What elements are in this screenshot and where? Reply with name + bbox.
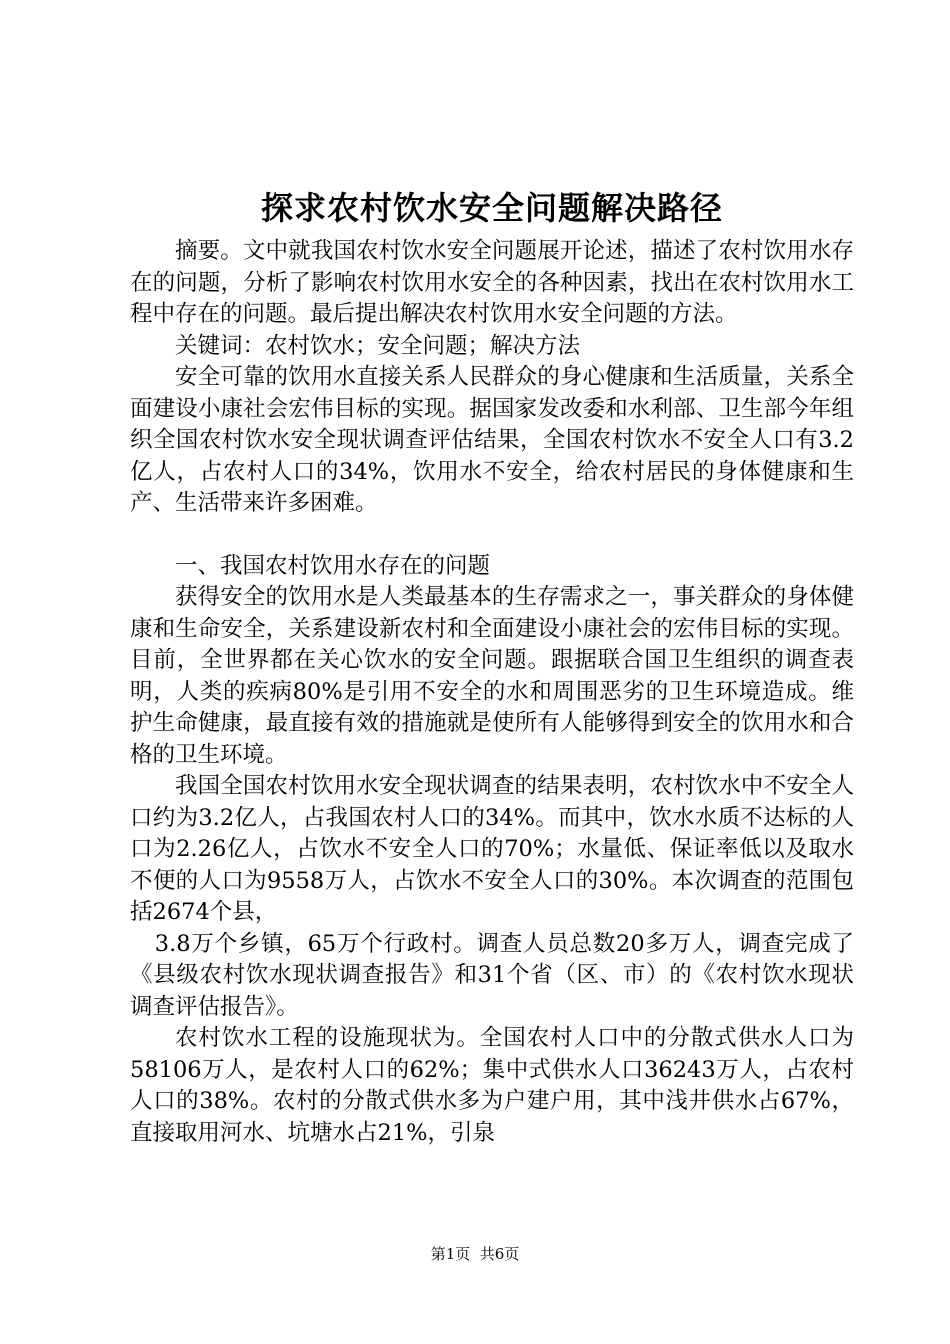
page-number-label: 第1页 共6页 xyxy=(430,1245,520,1263)
body-paragraph: 农村饮水工程的设施现状为。全国农村人口中的分散式供水人口为58106万人，是农村人口的62%；集中式供水人口36243万人，占农村人口的38%。农村的分散式供水多为户建户用，其中浅井供水占67%，直接取用河水、坑塘水占21%，引泉 xyxy=(130,1025,854,1146)
body-paragraph: 获得安全的饮用水是人类最基本的生存需求之一，事关群众的身体健康和生命安全，关系建设新农村和全面建设小康社会的宏伟目标的实现。目前，全世界都在关心饮水的安全问题。跟据联合国卫生组织的调查表明，人类的疾病80%是引用不安全的水和周围恶劣的卫生环境造成。维护生命健康，最直接有效的措施就是使所有人能够得到安全的饮用水和合格的卫生环境。 xyxy=(130,584,854,768)
section-heading-1: 一、我国农村饮用水存在的问题 xyxy=(175,552,491,579)
body-paragraph-continuation: 3.8万个乡镇，65万个行政村。调查人员总数20多万人，调查完成了《县级农村饮水现状调查报告》和31个省（区、市）的《农村饮水现状调查评估报告》。 xyxy=(130,930,854,1020)
keywords-paragraph: 关键词：农村饮水；安全问题；解决方法 xyxy=(175,332,581,359)
document-body xyxy=(130,236,854,1149)
document-title: 探求农村饮水安全问题解决路径 xyxy=(260,189,723,227)
abstract-paragraph: 摘要。文中就我国农村饮水安全问题展开论述，描述了农村饮用水存在的问题，分析了影响农村饮用水安全的各种因素，找出在农村饮用水工程中存在的问题。最后提出解决农村饮用水安全问题的方法。 xyxy=(130,238,854,327)
body-paragraph: 我国全国农村饮用水安全现状调查的结果表明，农村饮水中不安全人口约为3.2亿人，占我国农村人口的34%。而其中，饮水水质不达标的人口为2.26亿人，占饮水不安全人口的70%；水量低、保证率低以及取水不便的人口为9558万人，占饮水不安全人口的30%。本次调查的范围包括2674个县， xyxy=(130,773,854,925)
document-page xyxy=(130,0,854,1344)
intro-paragraph: 安全可靠的饮用水直接关系人民群众的身心健康和生活质量，关系全面建设小康社会宏伟目标的实现。据国家发改委和水利部、卫生部今年组织全国农村饮水安全现状调查评估结果，全国农村饮水不安全人口有3.2亿人，占农村人口的34%，饮用水不安全，给农村居民的身体健康和生产、生活带来许多困难。 xyxy=(130,364,854,516)
page-footer xyxy=(0,1244,950,1264)
